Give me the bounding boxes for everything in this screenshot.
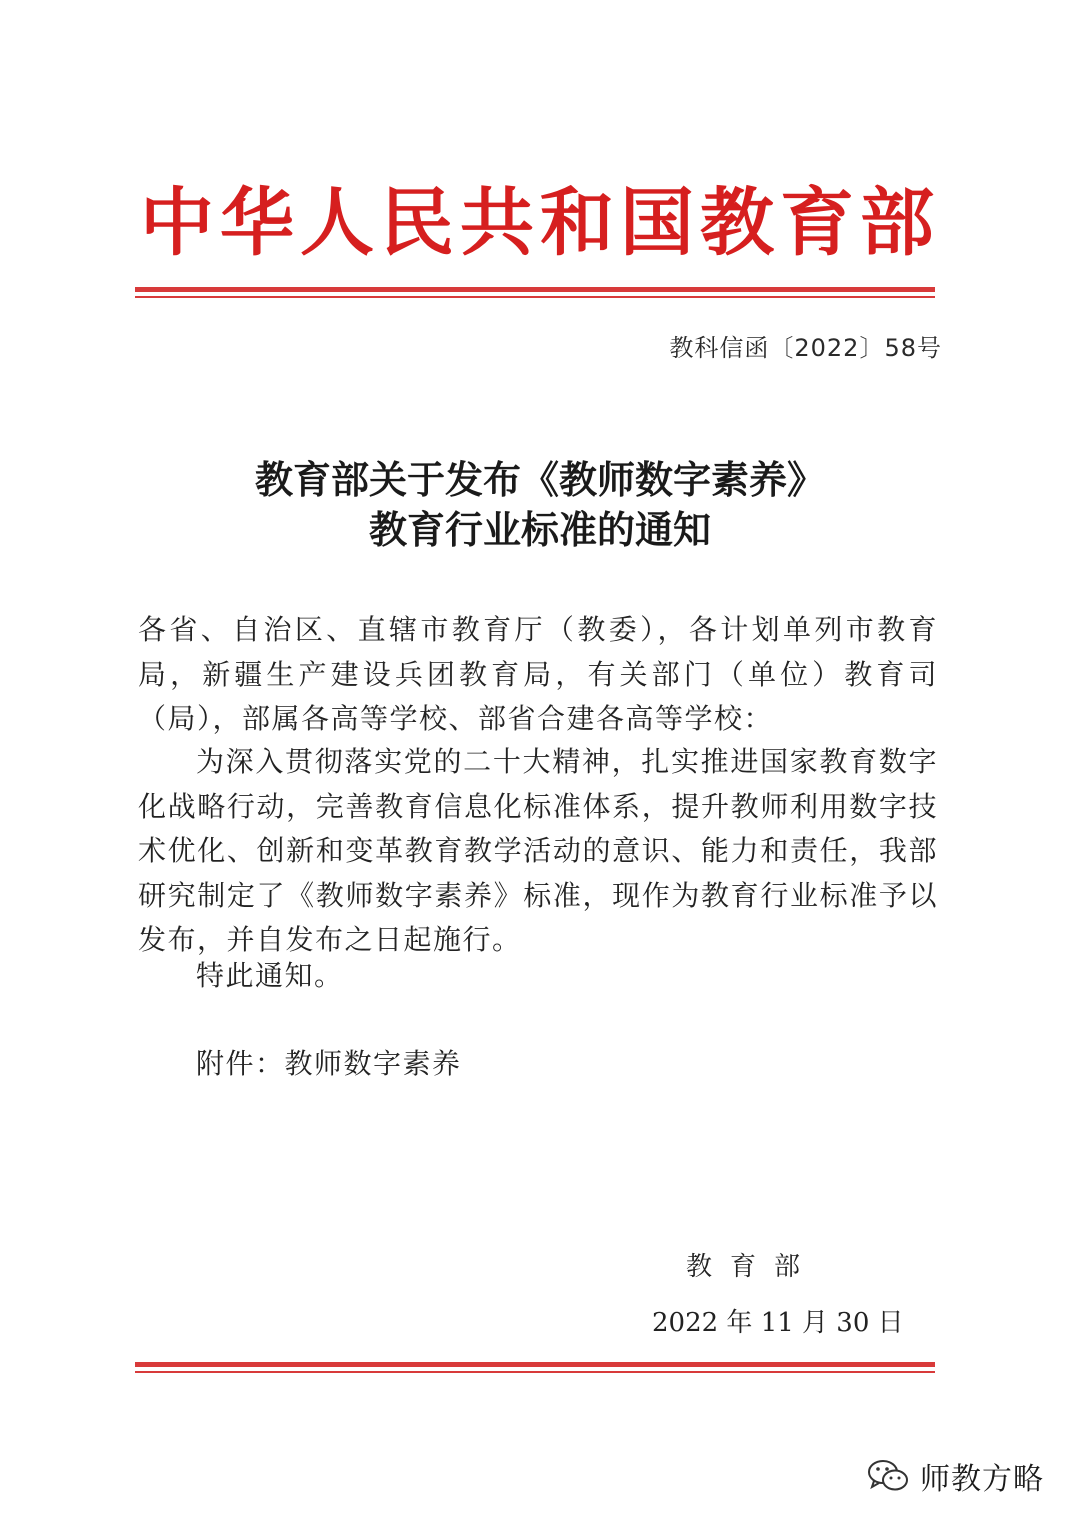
attachment-line: 附件：教师数字素养 (196, 1047, 462, 1080)
signature-date: 2022 年 11 月 30 日 (652, 1308, 904, 1338)
account-watermark (866, 1454, 1044, 1498)
header-red-rule (135, 287, 935, 298)
closing-line: 特此通知。 (196, 959, 344, 992)
addressee-paragraph: 各省、自治区、直辖市教育厅（教委），各计划单列市教育局，新疆生产建设兵团教育局，有关部门（单位）教育司（局），部属各高等学校、部省合建各高等学校： (138, 613, 938, 735)
notice-title-line-1: 教育部关于发布《教师数字素养》 (254, 457, 825, 502)
signature-organization: 教育部 (686, 1252, 819, 1282)
wechat-icon (866, 1458, 910, 1494)
notice-title-line-2: 教育行业标准的通知 (368, 507, 711, 552)
footer-red-rule (135, 1362, 935, 1373)
main-paragraph: 为深入贯彻落实党的二十大精神，扎实推进国家教育数字化战略行动，完善教育信息化标准体系，提升教师利用数字技术优化、创新和变革教育教学活动的意识、能力和责任，我部研究制定了《教师数字素养》标准，现作为教育行业标准予以发布，并自发布之日起施行。 (138, 745, 938, 956)
document-number: 教科信函〔2022〕58号 (669, 334, 942, 362)
watermark-text: 师教方略 (920, 1462, 1044, 1497)
masthead-title: 中华人民共和国教育部 (140, 180, 940, 266)
